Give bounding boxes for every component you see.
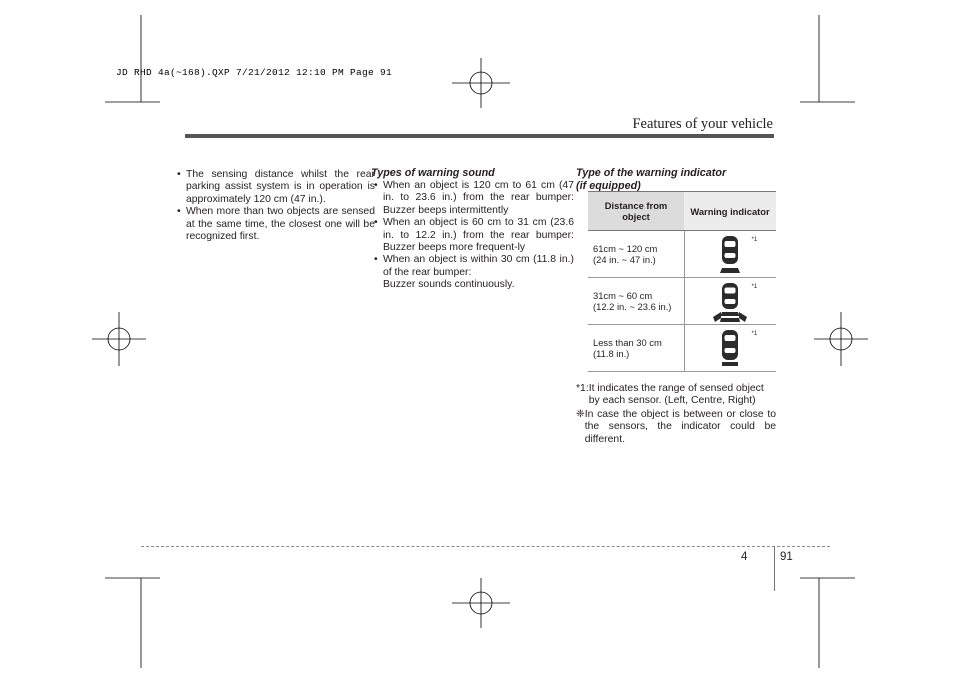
registration-mark-right [814,312,868,366]
column-3 [576,167,776,193]
indicator-footnote-marker: *1 [751,331,758,337]
bullet-sound-intermittent: • When an object is 120 cm to 61 cm (47 in. to 23.6 in.) from the rear bumper: Buzzer beeps intermittently [371,180,574,217]
sound-continuous-text: Buzzer sounds continuously. [383,279,515,291]
footnote-sensor-range [576,383,776,408]
footnote-marker: *1: [576,383,589,394]
indicator-footnote-marker: *1 [751,237,758,243]
table-header-distance: Distance from object [588,192,684,231]
note-marker: ❈ [576,409,585,420]
bullet-sensing-distance: • The sensing distance whilst the rear parking assist system is in operation is approximately 120 cm (47 in.). [174,169,375,206]
table-row [588,325,776,372]
table-cell-distance: 31cm ~ 60 cm (12.2 in. ~ 23.6 in.) [588,278,684,325]
table-row [588,278,776,325]
registration-mark-left [92,312,146,366]
table-row [588,231,776,278]
warning-indicator-table [588,191,776,372]
table-header-indicator: Warning indicator [684,192,776,231]
registration-mark-bottom [452,578,510,628]
table-cell-indicator [684,325,776,372]
table-header-row [588,192,776,231]
indicator-footnote-marker: *1 [751,284,758,290]
section-heading-warning-indicator: Type of the warning indicator [576,167,727,179]
table-cell-distance: 61cm ~ 120 cm (24 in. ~ 47 in.) [588,231,684,278]
car-indicator-far-icon [711,235,749,275]
table-cell-indicator [684,231,776,278]
page-number: 91 [780,551,793,563]
chapter-title: Features of your vehicle [632,116,773,132]
bullet-sound-frequent: • When an object is 60 cm to 31 cm (23.6 in. to 12.2 in.) from the rear bumper: Buzzer beeps more frequent-ly [371,217,574,254]
section-heading-if-equipped: (if equipped) [576,180,641,192]
note-text: In case the object is between or close to the sensors, the indicator could be different. [584,409,776,445]
footer-dashed-rule [141,546,830,547]
printer-slug: JD RHD 4a(~168).QXP 7/21/2012 12:10 PM Page 91 [116,67,393,78]
footnote-text: It indicates the range of sensed object by each sensor. (Left, Centre, Right) [588,383,764,407]
car-indicator-mid-icon [711,282,749,322]
section-heading-warning-sound: Types of warning sound [371,167,495,179]
bullet-multiple-objects: • When more than two objects are sensed at the same time, the closest one will be recognized first. [174,206,375,243]
note-indicator-difference [576,409,776,446]
bullet-sound-continuous: • When an object is within 30 cm (11.8 in.) of the rear bumper: [371,254,574,279]
chapter-number: 4 [741,551,748,563]
table-cell-indicator [684,278,776,325]
header-rule [185,134,774,138]
column-1 [174,169,375,243]
table-cell-distance: Less than 30 cm (11.8 in.) [588,325,684,372]
column-2 [371,167,574,292]
footer-vertical-bar [774,546,775,591]
car-indicator-near-icon [711,329,749,369]
registration-mark-top [452,58,510,108]
